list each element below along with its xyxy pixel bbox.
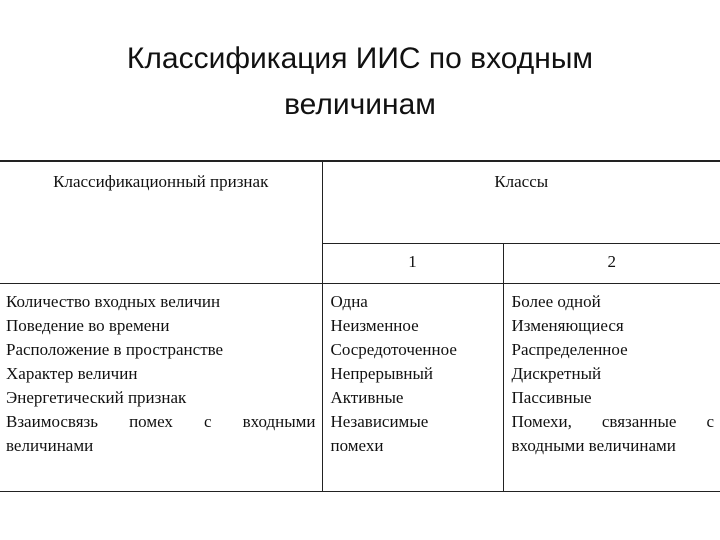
feature-item: Количество входных величин	[6, 291, 221, 311]
class1-item: Сосредоточенное	[330, 339, 457, 359]
feature-item: Расположение в пространстве	[6, 339, 224, 359]
class-number-2: 2	[607, 251, 616, 271]
class1-item: Активные	[330, 387, 404, 407]
feature-item: величинами	[6, 435, 94, 455]
class1-item: Неизменное	[330, 315, 419, 335]
class2-item: Помехи, связанные с	[511, 411, 715, 431]
classification-table	[0, 160, 720, 492]
feature-item: Характер величин	[6, 363, 138, 383]
header-classes-cell	[322, 161, 720, 243]
class2-item: входными величинами	[511, 435, 676, 455]
feature-item: Энергетический признак	[6, 387, 187, 407]
header-feature: Классификационный признак	[53, 172, 269, 191]
class2-item: Более одной	[511, 291, 601, 311]
class1-item: помехи	[330, 435, 384, 455]
slide-title	[0, 36, 720, 128]
slide-title-line-1: Классификация ИИС по входным	[126, 42, 594, 75]
class2-item: Распределенное	[511, 339, 628, 359]
slide-title-line-2: величинам	[284, 88, 436, 121]
class1-item: Одна	[330, 291, 368, 311]
header-feature-cell	[0, 161, 322, 283]
class1-item: Независимые	[330, 411, 429, 431]
feature-item: Взаимосвязь помех с входными	[6, 411, 316, 431]
class2-item: Пассивные	[511, 387, 592, 407]
class2-cell	[503, 283, 720, 492]
class1-item: Непрерывный	[330, 363, 434, 383]
class-number-1: 1	[408, 251, 417, 271]
class2-item: Дискретный	[511, 363, 602, 383]
class-number-2-cell	[503, 243, 720, 283]
header-classes: Классы	[494, 172, 549, 191]
class-number-1-cell	[322, 243, 503, 283]
feature-item: Поведение во времени	[6, 315, 170, 335]
class1-cell	[322, 283, 503, 492]
features-cell	[0, 283, 322, 492]
class2-item: Изменяющиеся	[511, 315, 624, 335]
